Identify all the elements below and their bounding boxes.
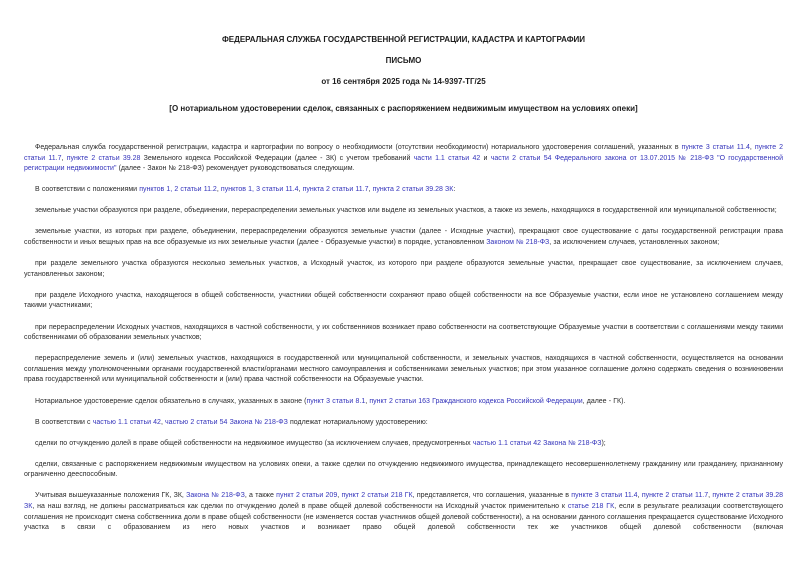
paragraph-text: сделки по отчуждению долей в праве общей собственности на недвижимое имущество (за исключением случаев, предусмотренных — [35, 439, 473, 447]
paragraph-text: , — [61, 154, 67, 162]
paragraph — [24, 206, 783, 217]
paragraph-text: Учитывая вышеуказанные положения ГК, ЗК, — [35, 492, 187, 500]
paragraph — [24, 397, 783, 408]
paragraph-text: , представляется, что соглашения, указанные в — [412, 492, 572, 500]
document-date-number: от 16 сентября 2025 года № 14-9397-ТГ/25 — [321, 77, 486, 86]
legal-reference-link[interactable]: Законом № 218-ФЗ — [486, 239, 550, 247]
legal-reference-link[interactable]: пункте 2 статьи 11.7 — [24, 144, 784, 162]
paragraph-text: В соответствии с — [35, 418, 93, 426]
legal-reference-link[interactable]: части 1.1 статьи 42 — [413, 154, 481, 162]
paragraph-text: , — [637, 492, 642, 500]
legal-reference-link[interactable]: статье 218 ГК — [567, 503, 615, 511]
paragraph-text: подлежат нотариальному удостоверению: — [287, 418, 428, 426]
document-body — [24, 143, 783, 534]
paragraph-text: и — [480, 154, 491, 162]
paragraph-text: земельные участки образуются при разделе, объединении, перераспределении земельных участков или выделе из земельных участков, а также из земель, находящихся в государственной или муниципальной собственности; — [35, 207, 777, 215]
paragraph-text: перераспределение земель и (или) земельных участков, находящихся в государственной или муниципальной собственности, и земельных участков, находящихся в частной собственности, осуществляется на основании соглашения между уполномоченными органами государственной власти/органами местного самоуправления и собственниками земельных участков; при этом указанное соглашение должно содержать сведения о возникновении права государственной или муниципальной собственности и (или) права частной собственности на Образуемые участки. — [24, 355, 783, 384]
legal-reference-link[interactable]: Закона № 218-ФЗ — [186, 492, 245, 500]
paragraph — [24, 291, 783, 312]
paragraph-text: , если в результате реализации соответствующего соглашения не происходит смена собственника доли в праве общей собственности (не изменяется состав участников общей долевой собственности), а на основании данного соглашения прекращается существование Исходного участка в связи с образованием из него новых участков и возникает право общей долевой собственности тех же участников общей долевой собственности (включая — [24, 503, 784, 532]
legal-reference-link[interactable]: пункт 2 статьи 163 Гражданского кодекса Российской Федерации — [369, 397, 583, 405]
paragraph — [24, 354, 783, 386]
paragraph — [24, 227, 783, 248]
paragraph-text: , — [708, 492, 713, 500]
paragraph — [24, 418, 783, 429]
legal-reference-link[interactable]: пункте 3 статьи 11.4 — [681, 144, 750, 151]
paragraph — [24, 259, 783, 280]
legal-reference-link[interactable]: частью 2 статьи 54 Закона № 218-ФЗ — [165, 418, 288, 426]
paragraph — [24, 439, 783, 450]
paragraph-text: , — [337, 492, 342, 500]
paragraph-text: : — [453, 186, 456, 194]
paragraph — [24, 185, 783, 196]
legal-reference-link[interactable]: пунктов 1, 3 статьи 11.4 — [220, 186, 299, 194]
agency-title: ФЕДЕРАЛЬНАЯ СЛУЖБА ГОСУДАРСТВЕННОЙ РЕГИСТРАЦИИ, КАДАСТРА И КАРТОГРАФИИ — [221, 35, 586, 44]
paragraph — [24, 323, 783, 344]
legal-reference-link[interactable]: пунктов 1, 2 статьи 11.2 — [139, 186, 217, 194]
legal-reference-link[interactable]: пункт 2 статьи 218 ГК — [341, 492, 413, 500]
paragraph-text: земельные участки, из которых при разделе, объединении, перераспределении образуются земельные участки (далее - Исходные участки), прекращают свое существование с даты государственной регистрации права собственности и иных вещных прав на все образуемые из них земельные участки (далее - Образуемые участки) в порядке, установленном — [24, 228, 783, 247]
paragraph-text: , за исключением случаев, установленных законом; — [549, 239, 720, 247]
paragraph-text: , далее - ГК). — [582, 397, 626, 405]
paragraph-text: при разделе Исходного участка, находящегося в общей собственности, участники общей собственности сохраняют право общей собственности на все Образуемые участки, если иное не установлено соглашением между такими участниками; — [24, 291, 783, 310]
paragraph-text: , — [749, 144, 755, 151]
paragraph-text: , — [160, 418, 166, 426]
legal-reference-link[interactable]: пункта 2 статьи 39.28 ЗК — [372, 186, 454, 194]
paragraph-text: , — [216, 186, 221, 194]
legal-reference-link[interactable]: пункте 2 статьи 39.28 — [66, 154, 141, 162]
paragraph — [24, 143, 783, 175]
paragraph-text: , — [368, 186, 373, 194]
legal-reference-link[interactable]: пункте 2 статьи 11.7 — [641, 492, 709, 500]
paragraph-text: ); — [601, 439, 606, 447]
paragraph-text: Федеральная служба государственной регистрации, кадастра и картографии по вопросу о необходимости (отсутствии необходимости) нотариального удостоверения соглашений, указанных в — [35, 144, 682, 151]
legal-reference-link[interactable]: пункте 3 статьи 11.4 — [571, 492, 638, 500]
paragraph-text: Земельного кодекса Российской Федерации (далее - ЗК) с учетом требований — [140, 154, 414, 162]
paragraph — [24, 491, 783, 533]
legal-reference-link[interactable]: части 2 статьи 54 Федерального закона от 13.07.2015 № 218-ФЗ "О государственной регистрации недвижимости" — [24, 154, 783, 173]
legal-reference-link[interactable]: пункта 2 статьи 11.7 — [302, 186, 369, 194]
paragraph-text: Нотариальное удостоверение сделок обязательно в случаях, указанных в законе ( — [35, 397, 307, 405]
paragraph-text: В соответствии с положениями — [35, 186, 140, 194]
legal-reference-link[interactable]: пункт 2 статьи 209 — [276, 492, 338, 500]
paragraph-text: при перераспределении Исходных участков, находящихся в частной собственности, у их собственников возникает право собственности на соответствующие Образуемые участки в соответствии с соглашениями между такими собственниками об образовании земельных участков; — [24, 323, 783, 342]
legal-reference-link[interactable]: частью 1.1 статьи 42 Закона № 218-ФЗ — [472, 439, 602, 447]
legal-reference-link[interactable]: пункт 3 статьи 8.1 — [306, 397, 366, 405]
paragraph — [24, 460, 783, 481]
legal-reference-link[interactable]: частью 1.1 статьи 42 — [92, 418, 161, 426]
paragraph-text: сделки, связанные с распоряжением недвижимым имуществом на условиях опеки, а также сделки по отчуждению недвижимого имущества, принадлежащего несовершеннолетнему гражданину или гражданину, признанному ограниченно дееспособным. — [24, 460, 783, 479]
paragraph-text: (далее - Закон № 218-ФЗ) рекомендует руководствоваться следующим. — [116, 165, 355, 173]
paragraph-text: при разделе земельного участка образуются несколько земельных участков, а Исходный участок, из которого при разделе образуются земельные участки, прекращает свое существование, за исключением случаев, установленных законом; — [24, 260, 783, 278]
paragraph-text: , на наш взгляд, не должны рассматриваться как сделки по отчуждению долей в праве общей долевой собственности на Исходный участок применительно к — [32, 503, 568, 511]
paragraph-text: , — [365, 397, 370, 405]
paragraph-text: , а также — [244, 492, 277, 500]
paragraph-text: , — [298, 186, 303, 194]
document-subject: [О нотариальном удостоверении сделок, связанных с распоряжением недвижимым имуществом на условиях опеки] — [169, 104, 638, 113]
document-type: ПИСЬМО — [385, 56, 422, 65]
legal-reference-link[interactable]: пункте 2 статьи 39.28 ЗК — [24, 492, 784, 511]
